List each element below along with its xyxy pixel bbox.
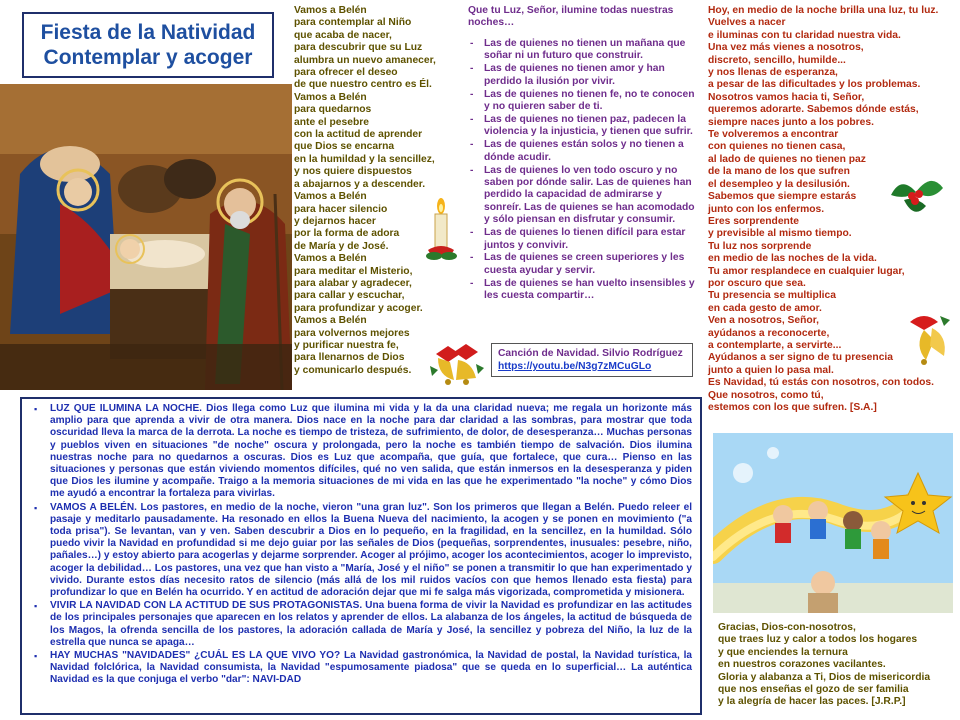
poem-line: para llenarnos de Dios <box>294 352 405 364</box>
prayer-line: Hoy, en medio de la noche brilla una luz, tu luz. <box>708 5 939 16</box>
list-item <box>468 89 700 114</box>
prayer-line: siempre naces junto a los pobres. <box>708 116 874 128</box>
poem-line: para profundizar y acoger. <box>294 302 423 314</box>
poem-line: para alabar y agradecer, <box>294 277 412 289</box>
prayer-line: Tu luz nos sorprende <box>708 240 812 252</box>
poem-line: y comunicarlo después. <box>294 364 412 376</box>
bullet-icon: ▪ <box>34 651 38 662</box>
holly-icon <box>886 170 946 225</box>
poem-line: por la forma de adora <box>294 228 400 240</box>
prayer-line: Te volveremos a encontrar <box>708 129 839 141</box>
prayer-line: en nuestros corazones vacilantes. <box>718 659 886 671</box>
poem-vamos-a-belen <box>294 5 460 377</box>
prayer-line: a pesar de las dificultades y los problemas. <box>708 79 921 91</box>
poem-line: Vamos a Belén <box>294 5 367 16</box>
poem-line: Vamos a Belén <box>294 253 367 265</box>
prayer-line: Sabemos que siempre estarás <box>708 191 857 203</box>
poem-line: Vamos a Belén <box>294 315 367 327</box>
poem-line: y nos quiere dispuestos <box>294 166 412 178</box>
prayer-line: ayúdanos a reconocerte, <box>708 327 830 339</box>
poem-line: de que nuestro centro es Él. <box>294 79 432 91</box>
list-item-text: Las de quienes están solos y no tienen a dónde acudir. <box>484 139 684 163</box>
prayer-line: de la mano de los que sufren <box>708 166 850 178</box>
page-title: Fiesta de la Natividad <box>40 21 256 44</box>
poem-line: ante el pesebre <box>294 116 369 128</box>
list-item-text: Las de quienes no tienen un mañana que soñar ni un futuro que construir. <box>484 38 686 62</box>
reflection-box <box>20 397 702 715</box>
prayer-line: discreto, sencillo, humilde... <box>708 54 846 66</box>
song-box <box>491 343 693 377</box>
prayer-line: y previsible al mismo tiempo. <box>708 228 852 240</box>
poem-line: para hacer silencio <box>294 203 388 215</box>
poem-line: para meditar el Misterio, <box>294 265 413 277</box>
prayer-line: Una vez más vienes a nosotros, <box>708 42 864 54</box>
list-item <box>468 63 700 88</box>
prayer-line: con quienes no tienen casa, <box>708 141 846 153</box>
prayer-line: por oscuro que sea. <box>708 277 806 289</box>
list-item-text: Las de quienes lo ven todo oscuro y no saben por dónde salir. Las de quienes han perdido la capacidad de admirarse y sonreír. Las de quienes se han acomodado y sólo piensan en disfrutar y consumir. <box>484 164 695 226</box>
poem-line: alumbra un nuevo amanecer, <box>294 54 436 66</box>
list-item-text: Las de quienes no tienen paz, padecen la violencia y la injusticia, y tienen que sufrir. <box>484 113 693 138</box>
list-item <box>468 38 700 63</box>
poem-line: y purificar nuestra fe, <box>294 339 399 351</box>
poem-line: para quedarnos <box>294 104 372 116</box>
prayer-line: Ayúdanos a ser signo de tu presencia <box>708 352 894 364</box>
list-item <box>468 227 700 252</box>
poem-line: a abajarnos y a descender. <box>294 178 426 190</box>
dash-marker: - <box>470 252 474 264</box>
list-item-text: Las de quienes se han vuelto insensibles y les cuesta compartir… <box>484 277 695 302</box>
reflection-paragraph-3: ▪ VIVIR LA NAVIDAD CON LA ACTITUD DE SUS PROTAGONISTAS. Una buena forma de vivir la Navidad es profundizar en las actitudes de los principales personajes que aparecen en los relatos y aprender de ellos. La alabanza de los ángeles, la actitud de búsqueda de los Magos, la ofrenda sencilla de los pastores, la adoración callada de María y José, la sencillez y pobreza del Niño, la luz de la estrella que nunca se apaga… <box>34 600 692 648</box>
bullet-icon: ▪ <box>34 601 38 612</box>
list-item <box>468 165 700 227</box>
poem-line: que acaba de nacer, <box>294 29 392 41</box>
prayer-line: Gracias, Dios-con-nosotros, <box>718 622 856 633</box>
list-item-text: Las de quienes no tienen fe, no te conocen y no quieren saber de ti. <box>484 88 695 113</box>
list-item <box>468 278 700 303</box>
prayer-line: Vuelves a nacer <box>708 17 786 29</box>
prayer-line: Ven a nosotros, Señor, <box>708 315 820 327</box>
list-item-text: Las de quienes lo tienen difícil para estar juntos y convivir. <box>484 227 686 251</box>
list-item <box>468 139 700 164</box>
prayer-line: queremos adorarte. Sabemos dónde estás, <box>708 104 919 116</box>
poem-line: con la actitud de aprender <box>294 129 423 141</box>
reflection-paragraph-1: ▪ LUZ QUE ILUMINA LA NOCHE. Dios llega como Luz que ilumina mi vida y la da una claridad nueva; me regala un horizonte más amplio para que aprenda a vivir de otra manera. Dios nace en la noche para dar claridad a las sombras, para mostrar que toda oscuridad lleva la marca de la derrota. La noche es tiempo de tristeza, de sufrimiento, de dolor, de desesperanza… Muchas personas y pueblos viven en situaciones "de noche" oscura y prolongada, pero la noche es también tiempo de salvación. Dios ilumina nuestras noche para no quedarnos a oscuras. Dios es Luz que acompaña, que guía, que fortalece, que cura… Pienso en las situaciones y personas que están viviendo momentos difíciles, qué no ven salida, que están inmersos en la desesperanza y piden que Dios les ilumine y acompañe. Traigo a la memoria situaciones de mi vida en las que he experimentado "la noche" y cómo Dios me ayudó a encontrar la fortaleza para vivirlas. <box>34 403 692 500</box>
bullet-icon: ▪ <box>34 404 38 414</box>
nativity-painting-art <box>0 84 292 390</box>
bullet-icon: ▪ <box>34 502 38 513</box>
prayer-list <box>468 38 700 303</box>
reflection-paragraph-4: ▪ HAY MUCHAS "NAVIDADES" ¿CUÁL ES LA QUE VIVO YO? La Navidad gastronómica, la Navidad de postal, la Navidad turística, la Navidad folclórica, la Navidad consumista, la Navidad "espumosamente piadosa" que se queda en lo superficial… La auténtica Navidad es la que conjuga el verbo "dar": NAVI-DAD <box>34 650 692 686</box>
prayer-gracias <box>718 622 958 709</box>
prayer-line: al lado de quienes no tienen paz <box>708 153 866 165</box>
poem-line: de María y de José. <box>294 240 389 252</box>
poem-line: y dejarnos hacer <box>294 215 376 227</box>
prayer-intro: Que tu Luz, Señor, ilumine todas nuestras noches… <box>468 5 674 29</box>
prayer-line: Nosotros vamos hacia ti, Señor, <box>708 91 865 103</box>
list-item-text: Las de quienes se creen superiores y les cuesta ayudar y servir. <box>484 252 685 276</box>
prayer-line: Eres sorprendente <box>708 215 799 227</box>
bells-icon <box>428 336 484 391</box>
prayer-line: junto con los enfermos. <box>708 203 825 215</box>
poem-line: para descubrir que su Luz <box>294 42 423 54</box>
poem-line: para contemplar al Niño <box>294 17 412 29</box>
poem-line: para callar y escuchar, <box>294 290 405 302</box>
prayer-line: e iluminas con tu claridad nuestra vida. <box>708 29 901 41</box>
candle-icon <box>424 198 458 273</box>
dash-marker: - <box>470 63 474 75</box>
small-bells-icon <box>904 306 954 371</box>
dash-marker: - <box>470 164 474 176</box>
prayer-line: el desempleo y la desilusión. <box>708 178 850 190</box>
dash-marker: - <box>470 113 474 125</box>
dash-marker: - <box>470 38 474 49</box>
prayer-line: junto a quien lo pasa mal. <box>708 364 834 376</box>
prayer-line: y nos llenas de esperanza, <box>708 67 838 79</box>
children-on-star-illustration <box>713 433 953 613</box>
song-title: Canción de Navidad. Silvio Rodríguez <box>498 348 683 359</box>
prayer-line: en medio de las noches de la vida. <box>708 253 877 265</box>
page-subtitle: Contemplar y acoger <box>43 46 253 69</box>
list-item-text: Las de quienes no tienen amor y han perdido la ilusión por vivir. <box>484 63 665 87</box>
poem-line: para volvernos mejores <box>294 327 410 339</box>
list-item <box>468 114 700 139</box>
list-item <box>468 252 700 277</box>
prayer-line: Es Navidad, tú estás con nosotros, con todos. <box>708 377 934 389</box>
prayer-line: y la alegría de hacer las paces. [J.R.P.] <box>718 696 906 708</box>
prayer-line: y que enciendes la ternura <box>718 646 848 658</box>
prayer-line: que nos enseñas el gozo de ser familia <box>718 684 909 696</box>
poem-line: para ofrecer el deseo <box>294 67 398 79</box>
dash-marker: - <box>470 88 474 100</box>
dash-marker: - <box>470 139 474 151</box>
poem-line: que Dios se encarna <box>294 141 395 153</box>
poem-line: Vamos a Belén <box>294 91 367 103</box>
title-box <box>22 12 274 78</box>
dash-marker: - <box>470 277 474 289</box>
prayer-line: Tu amor resplandece en cualquier lugar, <box>708 265 905 277</box>
nativity-painting <box>0 84 292 390</box>
prayer-line: Tu presencia se multiplica <box>708 290 836 302</box>
prayer-line: en cada gesto de amor. <box>708 302 822 314</box>
reflection-paragraph-2: ▪ VAMOS A BELÉN. Los pastores, en medio de la noche, vieron "una gran luz". Son los primeros que llegan a Belén. Puedo releer el pasaje y meditarlo pausadamente. Ha resonado en ellos la Buena Nueva del nacimiento, la acogen y se ponen en movimiento ("a toda prisa"). Se levantan, van y ven. Saben descubrir a Dios en lo pequeño, en la fragilidad, en la sencillez, en la humildad. Sólo puedo vivir la Navidad en profundidad si me dejo guiar por las señales de Dios (pequeñas, sorprendentes, inusuales: pesebre, niño, pañales…) y estoy abierto para acogerlas y dejarme sorprender. Acoger al prójimo, acoger los acontecimientos, acoger lo imprevisto, acoger la debilidad… Los pastores, una vez que han visto a "María, José y el niño" se ponen a transmitir lo que han experimentado y vivido. Durante estos días necesito ratos de silencio (más allá de los mil ruidos vacíos con que hemos llenado esta fiesta) para profundizar lo que en Belén ha ocurrido. Y en actitud de adoración dejar que mi fe salga más vigorizada, comprometida y misionera. <box>34 501 692 599</box>
prayer-line: estemos con los que sufren. [S.A.] <box>708 402 877 413</box>
prayer-line: Gloria y alabanza a Ti, Dios de misericordia <box>718 671 931 683</box>
prayer-line: a contemplarte, a servirte... <box>708 339 842 351</box>
poem-line: Vamos a Belén <box>294 191 367 203</box>
song-link[interactable]: https://youtu.be/N3g7zMCuGLo <box>498 361 652 372</box>
poem-line: en la humildad y la sencillez, <box>294 153 435 165</box>
dash-marker: - <box>470 227 474 239</box>
prayer-line: Que nosotros, como tú, <box>708 389 824 401</box>
prayer-line: que traes luz y calor a todos los hogares <box>718 634 918 646</box>
